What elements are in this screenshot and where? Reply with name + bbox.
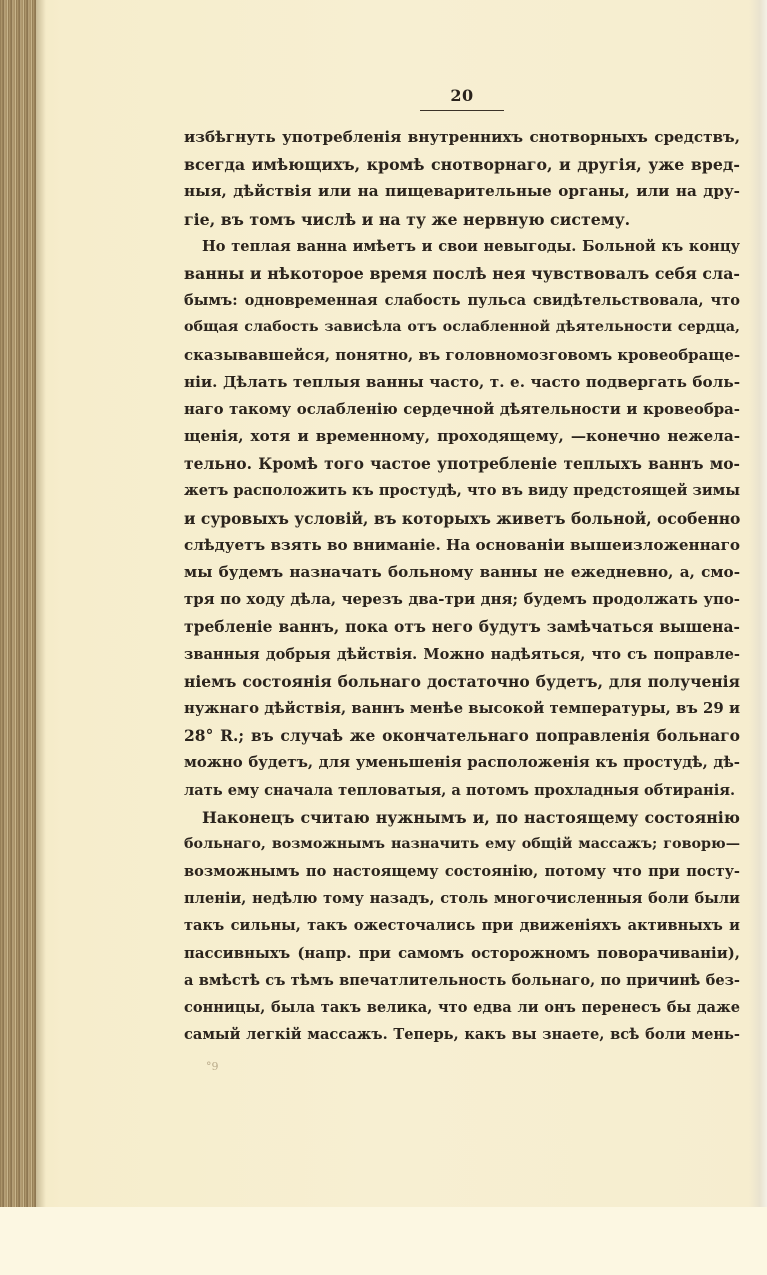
page-number: 20 <box>450 86 474 105</box>
text-line: ніи. Дѣлать теплыя ванны часто, т. е. часто подвергать боль- <box>184 372 740 391</box>
text-line: пленіи, недѣлю тому назадъ, столь многочисленныя боли были <box>184 890 740 908</box>
text-line: жетъ расположить къ простудѣ, что въ виду предстоящей зимы <box>184 482 740 500</box>
text-line: гіе, въ томъ числѣ и на ту же нервную систему. <box>184 209 631 229</box>
text-line: тря по ходу дѣла, черезъ два-три дня; будемъ продолжать упо- <box>184 590 740 609</box>
text-line: общая слабость зависѣла отъ ослабленной дѣятельности сердца, <box>184 319 740 336</box>
text-line: пассивныхъ (напр. при самомъ осторожномъ поворачиваніи), <box>184 943 740 962</box>
text-line: нужнаго дѣйствія, ваннъ менѣе высокой температуры, въ 29 и <box>184 698 740 717</box>
text-line: званныя добрыя дѣйствія. Можно надѣяться, что съ поправле- <box>184 645 740 663</box>
text-line: избѣгнуть употребленія внутреннихъ снотворныхъ средствъ, <box>184 128 740 146</box>
text-line: слѣдуетъ взять во вниманіе. На основаніи вышеизложеннаго <box>184 535 740 554</box>
text-line: возможнымъ по настоящему состоянію, потому что при посту- <box>184 863 740 881</box>
text-line: ныя, дѣйствія или на пищеварительные органы, или на дру- <box>184 182 740 201</box>
text-line: мы будемъ назначать больному ванны не ежедневно, а, смо- <box>184 563 740 581</box>
text-line: всегда имѣющихъ, кромѣ снотворнаго, и другія, уже вред- <box>184 155 740 175</box>
text-line: щенія, хотя и временному, проходящему, —конечно нежела- <box>184 427 740 446</box>
text-line: Но теплая ванна имѣетъ и свои невыгоды. Больной къ концу <box>202 237 740 255</box>
text-line: можно будетъ, для уменьшенія расположенія къ простудѣ, дѣ- <box>184 753 740 772</box>
text-line: бымъ: одновременная слабость пульса свидѣтельствовала, что <box>184 292 740 310</box>
text-line: ванны и нѣкоторое время послѣ нея чувствовалъ себя сла- <box>184 263 740 283</box>
text-line: 28° R.; въ случаѣ же окончательнаго поправленія больнаго <box>184 726 740 746</box>
book-binding-edge <box>0 0 36 1207</box>
text-line: такъ сильны, такъ ожесточались при движеніяхъ активныхъ и <box>184 917 740 935</box>
text-line: и суровыхъ условій, въ которыхъ живетъ больной, особенно <box>184 508 740 528</box>
text-line: тельно. Кромѣ того частое употребленіе теплыхъ ваннъ мо- <box>184 454 740 474</box>
text-line: самый легкій массажъ. Теперь, какъ вы знаете, всѣ боли мень- <box>184 1026 740 1044</box>
text-line: лать ему сначала тепловатыя, а потомъ прохладныя обтиранія. <box>184 781 736 799</box>
body-text <box>184 124 740 1048</box>
text-line: сонницы, была такъ велика, что едва ли онъ перенесъ бы даже <box>184 999 740 1016</box>
text-line: наго такому ослабленію сердечной дѣятельности и кровеобра- <box>184 399 740 418</box>
page-number-rule <box>420 110 504 111</box>
ink-smudge: °9 <box>206 1060 219 1073</box>
text-line: сказывавшейся, понятно, въ головномозговомъ кровеобраще- <box>184 345 740 364</box>
scan-margin <box>0 1207 767 1275</box>
text-line: а вмѣстѣ съ тѣмъ впечатлительность больнаго, по причинѣ без- <box>184 971 740 989</box>
text-line: ніемъ состоянія больнаго достаточно будетъ, для полученія <box>184 671 740 691</box>
text-line: больнаго, возможнымъ назначить ему общій массажъ; говорю— <box>184 835 740 852</box>
text-line: требленіе ваннъ, пока отъ него будутъ замѣчаться вышена- <box>184 617 740 637</box>
text-line: Наконецъ считаю нужнымъ и, по настоящему состоянію <box>202 807 740 827</box>
page-right-edge <box>749 0 767 1207</box>
